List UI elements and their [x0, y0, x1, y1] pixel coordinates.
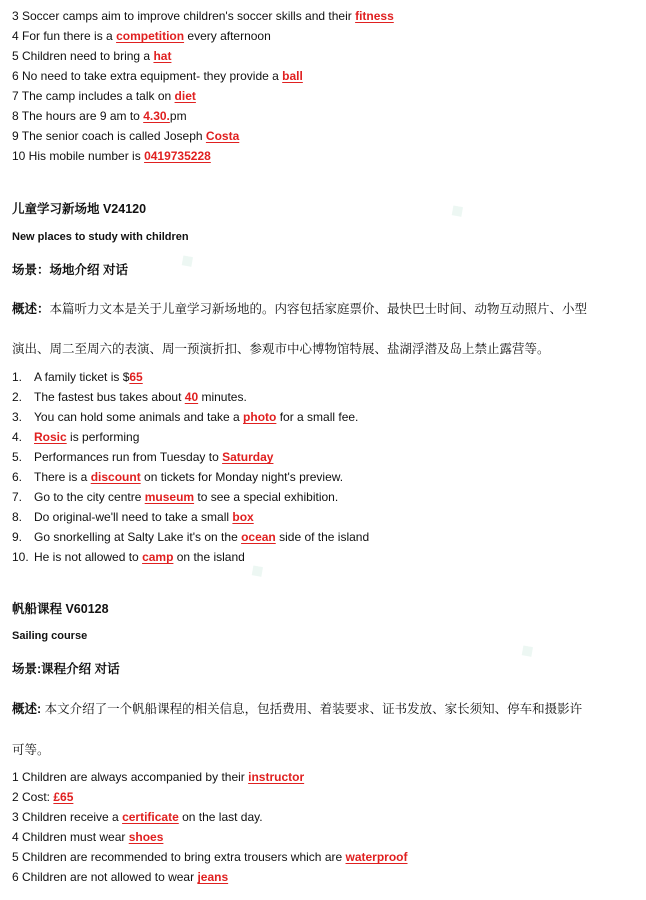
answer: waterproof — [345, 850, 408, 864]
answer: ocean — [241, 530, 276, 544]
section-subtitle: Sailing course — [12, 630, 88, 642]
list-item: 6 Children are not allowed to wear jeans — [12, 870, 229, 884]
list-item: 3. You can hold some animals and take a photo for a small fee. — [12, 410, 359, 424]
answer: £65 — [53, 790, 74, 804]
summary-line: 演出、周二至周六的表演、周一预演折扣、参观市中心博物馆特展、盐湖浮潜及岛上禁止露营等。 — [12, 342, 550, 356]
answer: diet — [174, 89, 196, 103]
answer: photo — [243, 410, 277, 424]
summary-line: 可等。 — [12, 743, 50, 757]
section-title: 儿童学习新场地 V24120 — [12, 202, 147, 216]
list-item: 6 No need to take extra equipment- they provide a ball — [12, 69, 303, 83]
scene-label: 场景：场地介绍 对话 — [12, 263, 128, 277]
list-item: 2 Cost: £65 — [12, 790, 74, 804]
scene-label: 场景:课程介绍 对话 — [12, 662, 120, 676]
answer: discount — [90, 470, 141, 484]
watermark: ◆ — [445, 197, 469, 223]
answer: 65 — [129, 370, 143, 384]
list-item: 6. There is a discount on tickets for Monday night's preview. — [12, 470, 344, 484]
list-item: 5. Performances run from Tuesday to Saturday — [12, 450, 274, 464]
list-item: 7 The camp includes a talk on diet — [12, 89, 196, 103]
list-item: 10 His mobile number is 0419735228 — [12, 149, 211, 163]
answer: jeans — [197, 870, 229, 884]
answer: shoes — [128, 830, 164, 844]
answer: 0419735228 — [144, 149, 211, 163]
list-item: 8. Do original-we'll need to take a small box — [12, 510, 254, 524]
summary-line: 概述: 本文介绍了一个帆船课程的相关信息，包括费用、着装要求、证书发放、家长须知、停车和摄影许 — [12, 702, 583, 716]
answer: box — [232, 510, 254, 524]
list-item: 8 The hours are 9 am to 4.30.pm — [12, 109, 187, 123]
list-item: 4 For fun there is a competition every afternoon — [12, 29, 271, 43]
answer: instructor — [248, 770, 305, 784]
list-item: 5 Children need to bring a hat — [12, 49, 172, 63]
list-item: 4. Rosic is performing — [12, 430, 140, 444]
answer: competition — [116, 29, 185, 43]
answer: Saturday — [222, 450, 274, 464]
watermark: ◆ — [175, 247, 199, 273]
answer: 40 — [184, 390, 199, 404]
list-item: 9 The senior coach is called Joseph Costa — [12, 129, 240, 143]
section-subtitle: New places to study with children — [12, 231, 189, 243]
answer: ball — [282, 69, 303, 83]
list-item: 7. Go to the city centre museum to see a special exhibition. — [12, 490, 339, 504]
answer: hat — [153, 49, 172, 63]
answer: camp — [142, 550, 174, 564]
list-item: 1. A family ticket is $65 — [12, 370, 143, 384]
list-item: 1 Children are always accompanied by their instructor — [12, 770, 305, 784]
summary-line: 概述：本篇听力文本是关于儿童学习新场地的。内容包括家庭票价、最快巴士时间、动物互动照片、小型 — [12, 302, 588, 316]
answer: museum — [144, 490, 195, 504]
answer: Rosic — [34, 430, 67, 444]
answer: fitness — [355, 9, 394, 23]
answer: Costa — [205, 129, 240, 143]
list-item: 10. He is not allowed to camp on the island — [12, 550, 245, 564]
answer: 4.30. — [143, 109, 170, 123]
list-item: 3 Children receive a certificate on the last day. — [12, 810, 263, 824]
list-item: 4 Children must wear shoes — [12, 830, 164, 844]
list-item: 3 Soccer camps aim to improve children's soccer skills and their fitness — [12, 9, 394, 23]
list-item: 2. The fastest bus takes about 40 minutes. — [12, 390, 247, 404]
answer: certificate — [122, 810, 179, 824]
list-item: 9. Go snorkelling at Salty Lake it's on the ocean side of the island — [12, 530, 370, 544]
section-title: 帆船课程 V60128 — [12, 602, 109, 616]
watermark: ◆ — [515, 637, 539, 663]
watermark: ◆ — [245, 557, 269, 583]
list-item: 5 Children are recommended to bring extra trousers which are waterproof — [12, 850, 408, 864]
